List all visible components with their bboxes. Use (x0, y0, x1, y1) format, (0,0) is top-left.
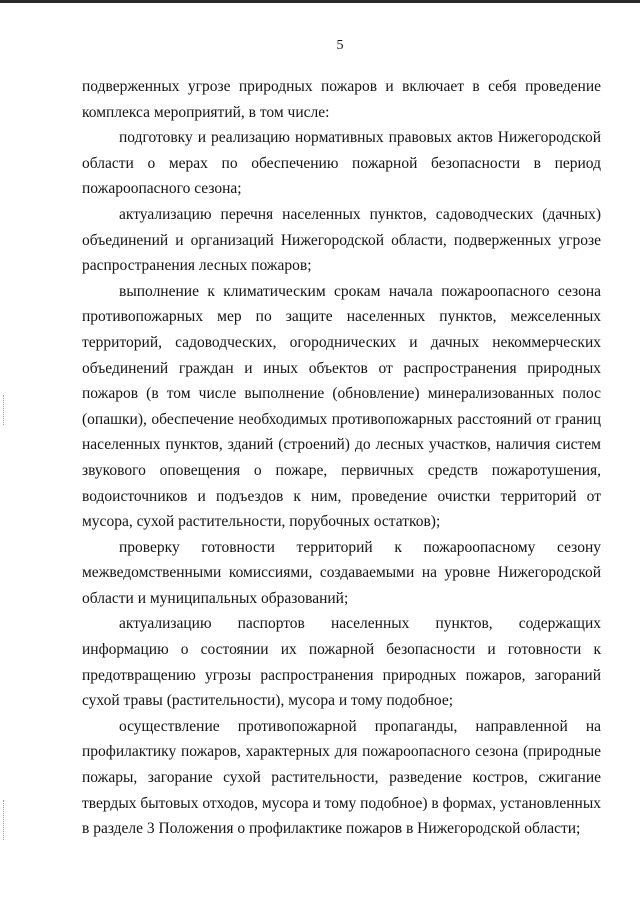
paragraph: осуществление противопожарной пропаганды, направленной на профилактику пожаров, характерных для пожароопасного сезона (природные пожары, загорание сухой растительности, разведение костров, сжигание твердых бытовых отходов, мусора и тому подобное) в формах, установленных в разделе 3 Положения о профилактике пожаров в Нижегородской области; (82, 717, 601, 838)
paragraph: проверку готовности территорий к пожароопасному сезону межведомственными комиссиями, создаваемыми на уровне Нижегородской области и муниципальных образований; (82, 538, 601, 607)
paragraph: актуализацию перечня населенных пунктов, садоводческих (дачных) объединений и организаций Нижегородской области, подверженных угрозе распространения лесных пожаров; (82, 205, 601, 275)
top-edge-rule (0, 0, 640, 3)
paragraph: актуализацию паспортов населенных пунктов, содержащих информацию о состоянии их пожарной безопасности и готовности к предотвращению угрозы распространения природных пожаров, загораний сухой травы (растительности), мусора и тому подобное; (82, 615, 601, 710)
scan-margin-mark (3, 800, 5, 840)
page-number: 5 (336, 38, 344, 53)
paragraph: подверженных угрозе природных пожаров и включает в себя проведение комплекса мероприятий, в том числе: (82, 78, 601, 121)
paragraph: выполнение к климатическим срокам начала пожароопасного сезона противопожарных мер по защите населенных пунктов, межселенных территорий, садоводческих, огороднических и дачных некоммерческих объединений граждан и иных объектов от распространения природных пожаров (в том числе выполнение (обновление) минерализованных полос (опашки), обеспечение необходимых противопожарных расстояний от границ населенных пунктов, зданий (строений) до лесных участков, наличия систем звукового оповещения о пожаре, первичных средств пожаротушения, водоисточников и подъездов к ним, проведение очистки территорий от мусора, сухой растительности, порубочных остатков); (82, 282, 601, 531)
scan-margin-mark (3, 395, 5, 425)
document-body (82, 74, 601, 842)
paragraph: подготовку и реализацию нормативных правовых актов Нижегородской области о мерах по обеспечению пожарной безопасности в период пожароопасного сезона; (82, 129, 601, 198)
